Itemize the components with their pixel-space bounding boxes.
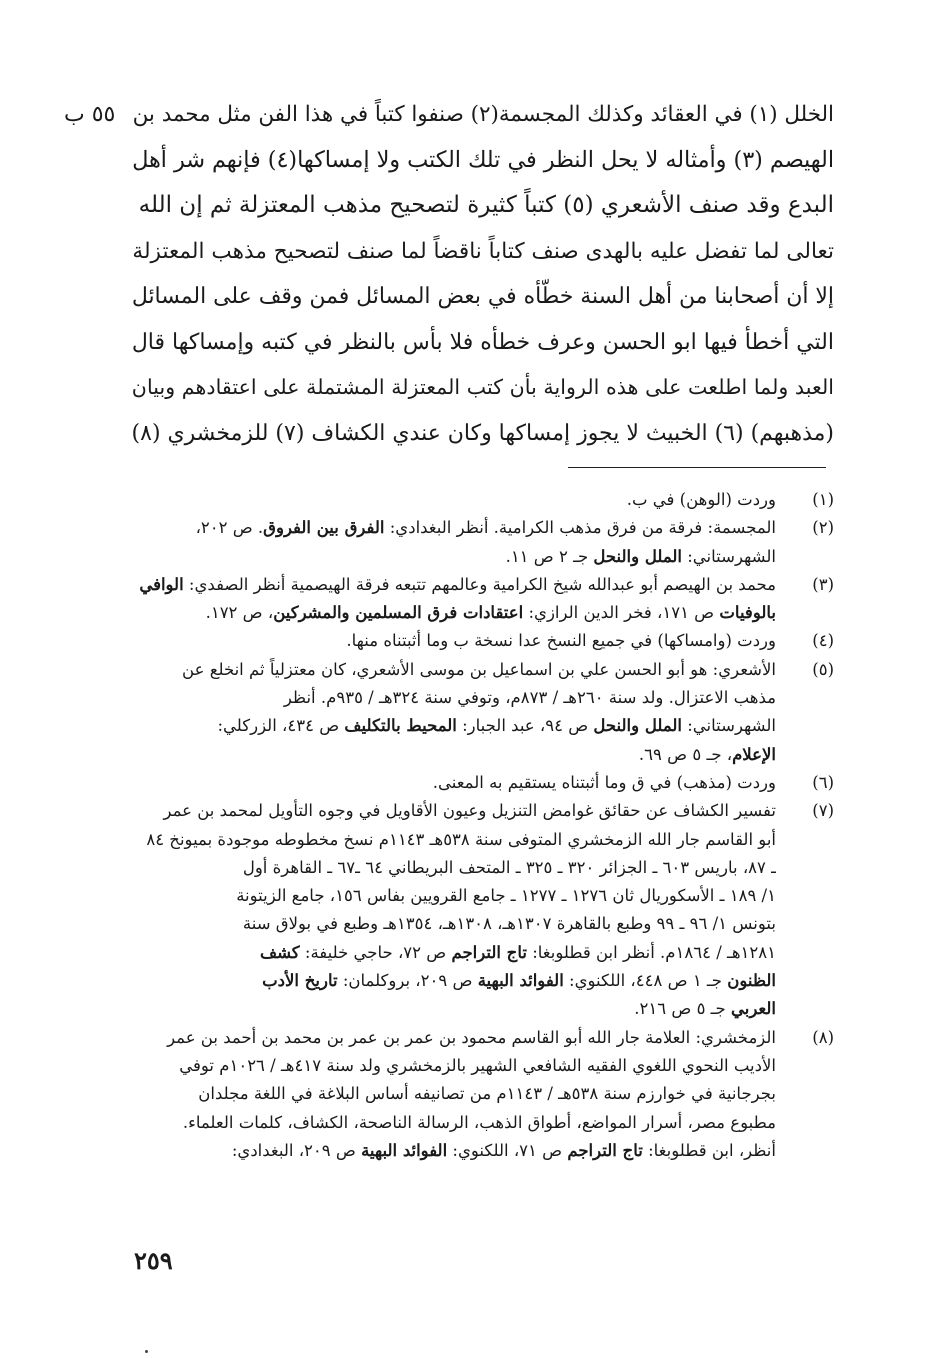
footnote-number: (٤) bbox=[812, 631, 834, 651]
footnote-item bbox=[134, 627, 834, 655]
footnote-segment: جـ ٢ ص ١١. bbox=[505, 546, 594, 566]
footnote-book-title: المحيط بالتكليف bbox=[344, 716, 457, 736]
main-text-line: العبد ولما اطلعت على هذه الرواية بأن كتب المعتزلة المشتملة على اعتقادهم وبيان bbox=[131, 375, 834, 399]
main-text-line: (مذهبهم) (٦) الخبيث لا يجوز إمساكها وكان عندي الكشاف (٧) للزمخشري (٨) bbox=[131, 420, 834, 446]
footnote-book-title: اعتقادات فرق المسلمين والمشركين bbox=[273, 603, 524, 623]
footnote-line bbox=[134, 1109, 776, 1137]
footnote-number: (٥) bbox=[812, 659, 834, 679]
footnote-line bbox=[134, 486, 776, 514]
footnote-book-title: تاج التراجم bbox=[567, 1140, 643, 1160]
footnote-text bbox=[134, 514, 776, 571]
footnote-segment: ص ٢٠٩، بروكلمان: bbox=[337, 971, 478, 991]
footnote-item bbox=[134, 656, 834, 769]
footnote-item bbox=[134, 571, 834, 628]
main-text-body bbox=[128, 92, 834, 456]
footnote-line bbox=[134, 939, 776, 967]
footnote-segment: محمد بن الهيصم أبو عبدالله شيخ الكرامية وعالمهم تتبعه فرقة الهيصمية أنظر الصفدي: bbox=[183, 574, 776, 594]
main-text-line: تعالى لما تفضل عليه بالهدى صنف كتاباً ناقضاً لما صنف لتصحيح مذهب المعتزلة bbox=[132, 238, 834, 264]
footnote-item bbox=[134, 514, 834, 571]
footnote-segment: ص ٩٤، عبد الجبار: bbox=[456, 716, 594, 736]
footnote-book-title: العربي bbox=[730, 999, 776, 1019]
footnote-segment: بجرجانية في خوارزم سنة ٥٣٨هـ / ١١٤٣م من تصانيفه أساس البلاغة في اللغة مجلدان bbox=[198, 1084, 776, 1104]
footnote-number: (٣) bbox=[812, 574, 834, 594]
footnote-segment: ، ص ١٧٢. bbox=[205, 603, 274, 623]
footnote-number: (٢) bbox=[812, 518, 834, 538]
footnote-line bbox=[134, 967, 776, 995]
footnote-number: (١) bbox=[812, 490, 834, 509]
footnote-book-title: كشف bbox=[259, 942, 300, 962]
footnote-line bbox=[134, 656, 776, 684]
footnote-segment: الزمخشري: العلامة جار الله أبو القاسم محمود بن عمر بن عمر بن محمد بن أحمد بن عمر bbox=[167, 1027, 776, 1047]
footnote-book-title: الملل والنحل bbox=[593, 546, 682, 566]
footnote-item bbox=[134, 486, 834, 514]
footnote-line bbox=[134, 1137, 776, 1165]
footnotes-list bbox=[134, 486, 834, 1165]
footnote-segment: جـ ١ ص ٤٤٨، اللكنوي: bbox=[563, 971, 728, 991]
footnote-line bbox=[134, 627, 776, 655]
footnote-text bbox=[134, 627, 776, 655]
footnote-text bbox=[134, 769, 776, 797]
footnote-segment: ، جـ ٥ ص ٦٩. bbox=[638, 744, 733, 764]
footnote-line bbox=[134, 514, 776, 542]
footnote-line bbox=[134, 1080, 776, 1108]
footnote-segment: الشهرستاني: bbox=[681, 546, 776, 566]
footnote-book-title: تاج التراجم bbox=[451, 942, 527, 962]
footnote-segment: . ص ٢٠٢، bbox=[195, 518, 264, 538]
footnote-segment: مطبوع مصر، أسرار المواضع، أطواق الذهب، الرسالة الناصحة، الكشاف، كلمات العلماء. bbox=[182, 1112, 776, 1132]
manuscript-folio-reference: ٥٥ ب bbox=[64, 102, 116, 127]
footnote-segment: الأشعري: هو أبو الحسن علي بن اسماعيل بن موسى الأشعري، كان معتزلياً ثم انخلع عن bbox=[182, 659, 776, 679]
footnote-divider bbox=[568, 467, 826, 468]
footnote-segment: وردت (وامساكها) في جميع النسخ عدا نسخة ب وما أثبتناه منها. bbox=[346, 631, 776, 651]
footnote-segment: أنظر، ابن قطلوبغا: bbox=[642, 1140, 776, 1160]
footnote-number: (٦) bbox=[812, 772, 834, 792]
footnote-segment: مذهب الاعتزال. ولد سنة ٢٦٠هـ / ٨٧٣م، وتوفي سنة ٣٢٤هـ / ٩٣٥م. أنظر bbox=[283, 688, 776, 708]
footnote-segment: المجسمة: فرقة من فرق مذهب الكرامية. أنظر البغدادي: bbox=[384, 518, 776, 538]
footnote-number: (٨) bbox=[812, 1027, 834, 1047]
footnote-segment: بتونس ١/ ٩٦ ـ ٩٩ وطبع بالقاهرة ١٣٠٧هـ، ١٣٠٨هـ، ١٣٥٤هـ وطبع في بولاق سنة bbox=[242, 914, 776, 934]
footnote-book-title: الفوائد البهية bbox=[477, 971, 564, 991]
footnote-segment: أبو القاسم جار الله الزمخشري المتوفى سنة ٥٣٨هـ ١١٤٣م نسخ مخطوطه موجودة بميونخ ٨٤ bbox=[146, 829, 776, 849]
footnote-text bbox=[134, 486, 776, 514]
footnote-segment: ص ٤٣٤، الزركلي: bbox=[217, 716, 345, 736]
footnote-line bbox=[134, 882, 776, 910]
footnote-segment: الأديب النحوي اللغوي الفقيه الشافعي الشهير بالزمخشري ولد سنة ٤١٧هـ / ١٠٢٦م توفي bbox=[179, 1055, 776, 1075]
footnote-number: (٧) bbox=[812, 801, 834, 821]
main-text-line: البدع وقد صنف الأشعري (٥) كتباً كثيرة لتصحيح مذهب المعتزلة ثم إن الله bbox=[138, 192, 834, 218]
footnote-book-title: الإعلام bbox=[732, 744, 776, 764]
footnote-segment: ١/ ١٨٩ ـ الأسكوريال ثان ١٢٧٦ ـ ١٢٧٧ ـ جامع القرويين بفاس ١٥٦، جامع الزيتونة bbox=[236, 886, 776, 906]
footnote-book-title: بالوفيات bbox=[719, 603, 776, 623]
footnote-line bbox=[134, 712, 776, 740]
footnote-segment: وردت (مذهب) في ق وما أثبتناه يستقيم به المعنى. bbox=[432, 772, 776, 792]
footnote-item bbox=[134, 797, 834, 1023]
footnote-book-title: الملل والنحل bbox=[593, 716, 682, 736]
footnote-line bbox=[134, 995, 776, 1023]
footnote-line bbox=[134, 741, 776, 769]
footnote-line bbox=[134, 599, 776, 627]
footnote-segment: ص ٢٠٩، البغدادي: bbox=[231, 1140, 362, 1160]
footnote-text bbox=[134, 1024, 776, 1165]
footnote-text bbox=[134, 797, 776, 1023]
footnote-text bbox=[134, 571, 776, 628]
main-text-line: إلا أن أصحابنا من أهل السنة خطّأه في بعض المسائل فمن وقف على المسائل bbox=[131, 284, 834, 309]
footnote-line bbox=[134, 910, 776, 938]
footnote-line bbox=[134, 684, 776, 712]
footnote-item bbox=[134, 1024, 834, 1165]
footnote-segment: ١٢٨١هـ / ١٨٦٤م. أنظر ابن قطلوبغا: bbox=[526, 942, 776, 962]
footnote-line bbox=[134, 769, 776, 797]
footnote-segment: ـ ٨٧، باريس ٦٠٣ ـ الجزائر ٣٢٠ ـ ٣٢٥ ـ المتحف البريطاني ٦٤ ـ٦٧ ـ القاهرة أول bbox=[242, 857, 776, 877]
footnote-text bbox=[134, 656, 776, 769]
main-text-line: الخلل (١) في العقائد وكذلك المجسمة(٢) صنفوا كتباً في هذا الفن مثل محمد بن bbox=[132, 102, 834, 127]
main-text-line: الهيصم (٣) وأمثاله لا يحل النظر في تلك الكتب ولا إمساكها(٤) فإنهم شر أهل bbox=[132, 146, 834, 173]
footnote-segment: ص ٧١، اللكنوي: bbox=[447, 1140, 568, 1160]
footnote-book-title: الوافي bbox=[139, 574, 184, 594]
footnote-book-title: الفوائد البهية bbox=[361, 1140, 448, 1160]
footnote-line bbox=[134, 1024, 776, 1052]
page-number: ٢٥٩ bbox=[134, 1246, 173, 1275]
footnote-book-title: الظنون bbox=[727, 971, 776, 991]
footnote-segment: ص ١٧١، فخر الدين الرازي: bbox=[523, 603, 720, 623]
footnote-line bbox=[134, 543, 776, 571]
main-text-line: التي أخطأ فيها ابو الحسن وعرف خطأه فلا بأس بالنظر في كتبه وإمساكها قال bbox=[131, 329, 834, 355]
footnote-segment: تفسير الكشاف عن حقائق غوامض التنزيل وعيون الأقاويل في وجوه التأويل لمحمد بن عمر bbox=[163, 801, 776, 821]
footnote-line bbox=[134, 797, 776, 825]
footnote-segment: ص ٧٢، حاجي خليفة: bbox=[299, 942, 452, 962]
footnote-segment: جـ ٥ ص ٢١٦. bbox=[634, 999, 731, 1019]
footnote-book-title: الفرق بين الفروق bbox=[263, 518, 385, 538]
footnote-book-title: تاريخ الأدب bbox=[262, 971, 338, 991]
footnote-line bbox=[134, 854, 776, 882]
footnote-item bbox=[134, 769, 834, 797]
footnote-segment: الشهرستاني: bbox=[681, 716, 776, 736]
footnote-line bbox=[134, 1052, 776, 1080]
footnote-line bbox=[134, 826, 776, 854]
footnote-line bbox=[134, 571, 776, 599]
footnote-segment: وردت (الوهن) في ب. bbox=[626, 490, 776, 509]
scan-speck bbox=[145, 1350, 148, 1353]
